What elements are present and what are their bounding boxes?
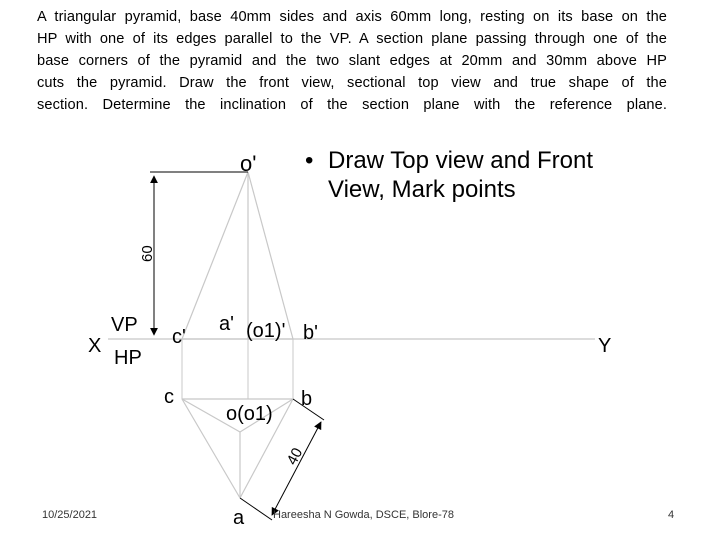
footer-page-number: 4	[668, 509, 675, 521]
footer-author: Hareesha N Gowda, DSCE, Blore-78	[273, 509, 454, 521]
label-c: c	[164, 386, 174, 408]
label-dim-40: 40	[283, 445, 307, 468]
instruction-line-1: Draw Top view and Front	[328, 147, 594, 174]
problem-line: cuts the pyramid. Draw the front view, sectional top view and true shape of the	[37, 75, 667, 91]
dimension-axis-60	[150, 172, 248, 335]
problem-line: HP with one of its edges parallel to the VP. A section plane passing through one of the	[37, 31, 667, 47]
label-c-prime: c'	[172, 326, 186, 348]
label-b: b	[301, 388, 313, 410]
label-o-o1: o(o1)	[226, 403, 273, 425]
label-x: X	[88, 335, 102, 357]
label-b-prime: b'	[303, 322, 318, 344]
footer-date: 10/25/2021	[42, 509, 98, 521]
label-dim-60: 60	[139, 245, 156, 262]
label-y: Y	[598, 335, 612, 357]
instruction-line-2: View, Mark points	[328, 176, 516, 203]
projector-lines	[182, 339, 293, 399]
bullet-dot: •	[305, 147, 314, 174]
label-a-prime: a'	[219, 313, 234, 335]
problem-line: base corners of the pyramid and the two slant edges at 20mm and 30mm above HP	[37, 53, 667, 69]
label-hp: HP	[114, 347, 142, 369]
front-view	[182, 172, 293, 339]
label-vp: VP	[111, 314, 138, 336]
label-a: a	[233, 507, 245, 529]
problem-line: A triangular pyramid, base 40mm sides and axis 60mm long, resting on its base on the	[37, 9, 667, 25]
label-o1-prime: (o1)'	[246, 320, 286, 342]
problem-line: section. Determine the inclination of the section plane with the reference plane.	[37, 97, 667, 113]
label-o-prime: o'	[240, 151, 257, 176]
